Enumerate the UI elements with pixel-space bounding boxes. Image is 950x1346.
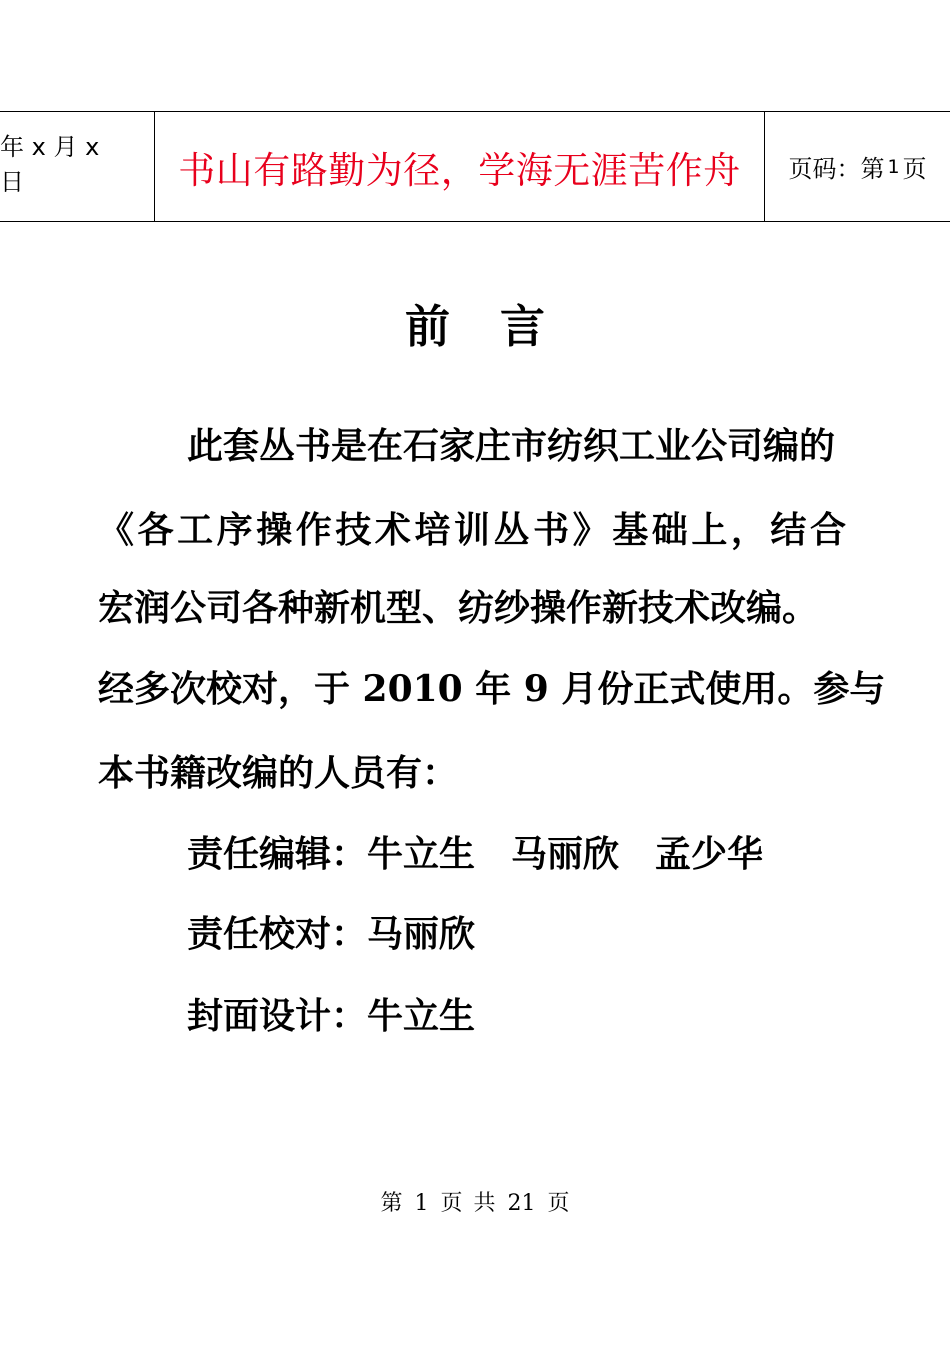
footer-mid: 页 共	[440, 1191, 496, 1216]
header-page-number	[765, 112, 950, 221]
footer-total-pages: 21	[507, 1191, 536, 1216]
header-date: 年 x 月 x 日	[0, 112, 155, 221]
page-footer	[0, 1186, 950, 1217]
body-line-4: 经多次校对，于 2010 年 9 月份正式使用。参与	[98, 668, 886, 710]
footer-prefix: 第	[380, 1191, 403, 1216]
body-line-3: 宏润公司各种新机型、纺纱操作新技术改编。	[98, 587, 819, 629]
header-motto: 书山有路勤为径，学海无涯苦作舟	[155, 112, 765, 221]
footer-current-page: 1	[414, 1191, 429, 1216]
body-line-5: 本书籍改编的人员有：	[98, 752, 459, 794]
header-table	[0, 111, 950, 222]
cover-designer-name: 牛立生	[367, 995, 476, 1037]
cover-label: 封面设计：	[187, 995, 368, 1037]
proofreader-line	[187, 906, 475, 957]
header-page-label: 页码：第	[788, 155, 885, 183]
editor-label: 责任编辑：	[187, 833, 368, 875]
body-line-2: 《各工序操作技术培训丛书》基础上，结合	[98, 509, 846, 551]
proofreader-name: 马丽欣	[367, 913, 476, 955]
footer-suffix: 页	[547, 1191, 570, 1216]
editor-name: 孟少华	[655, 833, 764, 875]
page-title: 前言	[404, 300, 595, 353]
editors-line	[187, 826, 763, 877]
header-page-suffix: 页	[902, 155, 927, 183]
header-page-num: 1	[887, 155, 900, 178]
body-line-1: 此套丛书是在石家庄市纺织工业公司编的	[187, 425, 836, 467]
editor-name: 马丽欣	[511, 833, 620, 875]
cover-design-line	[187, 988, 475, 1039]
proof-label: 责任校对：	[187, 913, 368, 955]
editor-name: 牛立生	[367, 833, 476, 875]
